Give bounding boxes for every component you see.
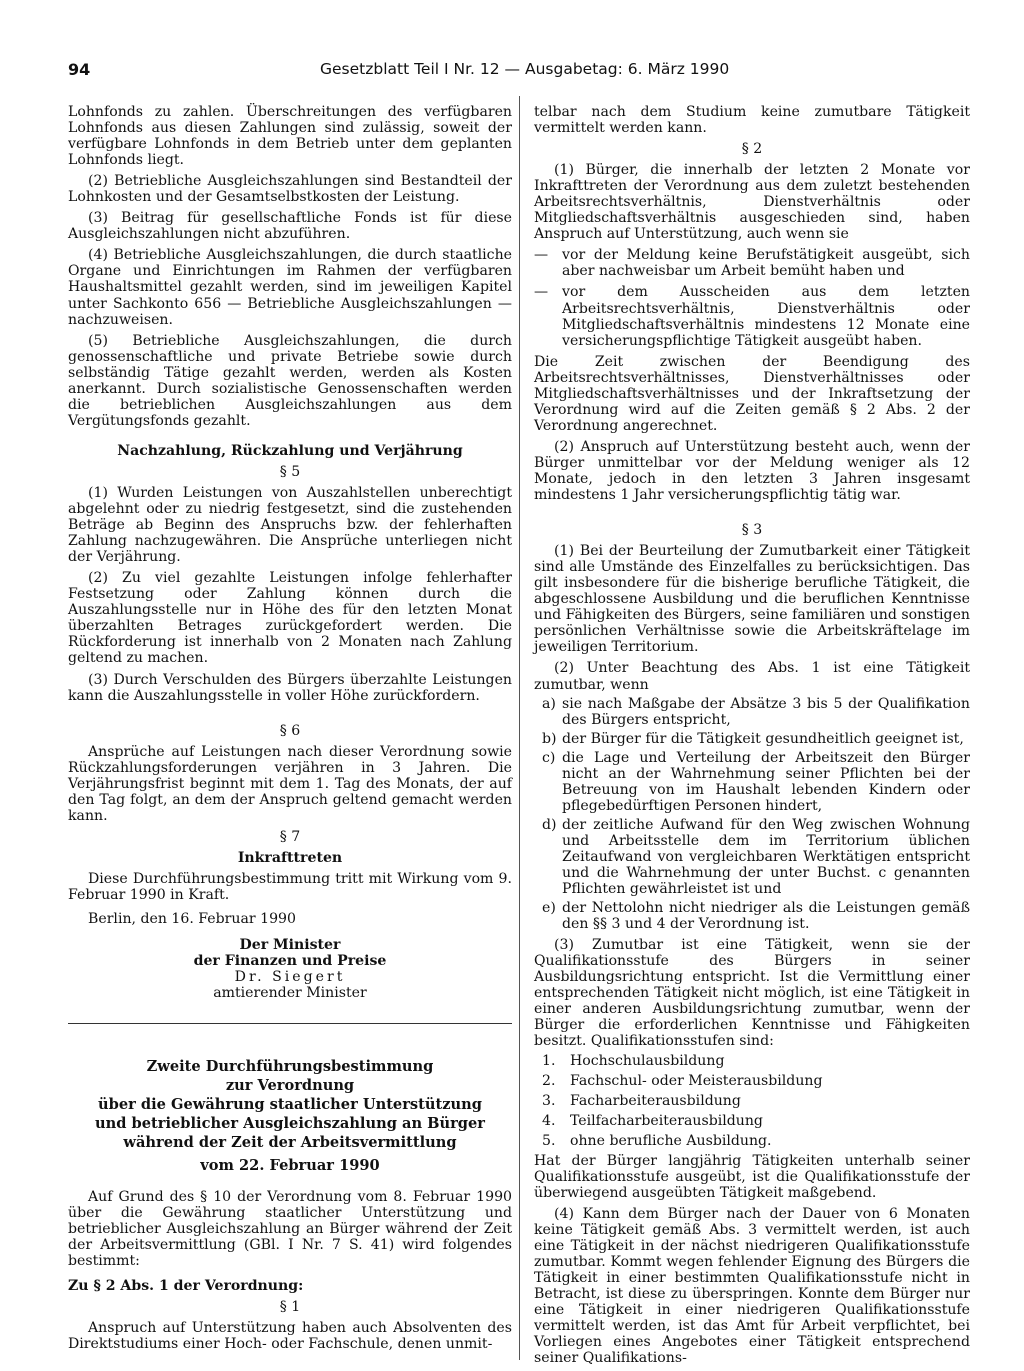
left-column (68, 104, 512, 1357)
section-heading: Nachzahlung, Rückzahlung und Verjährung (117, 442, 463, 459)
section-number: § 3 (741, 522, 763, 539)
paragraph: (2) Anspruch auf Unterstützung besteht auch, wenn der Bürger unmittelbar vor der Meldung weniger als 12 Monate, jedoch in den letzten 3 Jahren insgesamt mindestens 1 Jahr versicherungspflichtig tätig war. (534, 438, 970, 504)
gazette-title: Gesetzblatt Teil I Nr. 12 — Ausgabetag: 6. März 1990 (320, 60, 730, 78)
paragraph: Ansprüche auf Leistungen nach dieser Verordnung sowie Rückzahlungsforderungen verjähren in 3 Jahren. Die Verjährungsfrist beginnt mit dem 1. Tag des Monats, der auf den Tag folgt, an dem der Anspruch geltend gemacht werden kann. (68, 743, 512, 824)
regulation-title-line: zur Verordnung (225, 1077, 355, 1095)
dash-item-text: vor dem Ausscheiden aus dem letzten Arbeitsrechtsverhältnis, Dienstverhältnis oder Mitgliedschaftsverhältnis mindestens 12 Monate eine versicherungspflichtige Tätigkeit ausgeübt haben. (562, 284, 970, 349)
qualification-level (542, 1053, 970, 1069)
qualification-level (542, 1073, 970, 1089)
level-number: 1. (542, 1052, 556, 1069)
signature-name: Dr. Siegert (234, 969, 346, 986)
list-item (534, 731, 970, 747)
list-marker: e) (542, 900, 556, 917)
section-heading: Inkrafttreten (237, 849, 343, 866)
section-number: § 1 (279, 1298, 301, 1315)
list-marker: b) (542, 730, 557, 747)
paragraph: (3) Durch Verschulden des Bürgers überzahlte Leistungen kann die Auszahlungsstelle in voller Höhe zurückfordern. (68, 671, 512, 704)
list-marker: a) (542, 695, 556, 712)
dash-item-text: vor der Meldung keine Berufstätigkeit ausgeübt, sich aber nachweisbar um Arbeit bemüht haben und (562, 247, 970, 280)
level-number: 5. (542, 1132, 556, 1149)
level-number: 2. (542, 1072, 556, 1089)
right-column (534, 104, 970, 1371)
qualification-level (542, 1133, 970, 1149)
paragraph: Anspruch auf Unterstützung haben auch Absolventen des Direktstudiums einer Hoch- oder Fachschule, denen unmit- (68, 1319, 512, 1352)
section-number: § 2 (741, 141, 763, 158)
separator-rule (68, 1023, 512, 1024)
dash-item (534, 284, 970, 348)
regulation-date: vom 22. Februar 1990 (200, 1157, 380, 1175)
dash-marker: — (534, 284, 549, 301)
qualification-level (542, 1093, 970, 1109)
list-marker: d) (542, 816, 557, 833)
signing-date: Berlin, den 16. Februar 1990 (88, 911, 296, 928)
paragraph: (1) Bürger, die innerhalb der letzten 2 Monate vor Inkrafttreten der Verordnung aus dem zuletzt bestehenden Arbeitsrechtsverhältnis, Dienstverhältnis oder Mitgliedschaftsverhältnis ausgeschieden sind, haben Anspruch auf Unterstützung, auch wenn sie (534, 162, 970, 243)
qualification-level (542, 1113, 970, 1129)
list-item-text: der Nettolohn nicht niedriger als die Leistungen gemäß den §§ 3 und 4 der Verordnung ist. (562, 900, 970, 933)
level-text: Hochschulausbildung (570, 1052, 725, 1069)
paragraph: (2) Unter Beachtung des Abs. 1 ist eine Tätigkeit zumutbar, wenn (534, 660, 970, 693)
signature-ministry: der Finanzen und Preise (193, 953, 387, 970)
list-item-text: der zeitliche Aufwand für den Weg zwischen Wohnung und Arbeitsstelle dem im Territorium üblichen Zeitaufwand von vergleichbaren Werktätigen entspricht und die Wahrnehmung der unter Buchst. c genannten Pflichten gewährleistet ist und (562, 816, 970, 898)
paragraph: Hat der Bürger langjährig Tätigkeiten unterhalb seiner Qualifikationsstufe ausgeübt, ist die Qualifikationsstufe der überwiegend ausgeübten Tätigkeit maßgebend. (534, 1152, 970, 1201)
section-heading: Zu § 2 Abs. 1 der Verordnung: (68, 1277, 304, 1294)
dash-item (534, 247, 970, 279)
paragraph: (5) Betriebliche Ausgleichszahlungen, die durch genossenschaftliche und private Betriebe sowie durch selbständig Tätige gezahlt werden, werden als Kosten anerkannt. Durch sozialistische Genossenschaften werden die betrieblichen Ausgleichszahlungen aus dem Vergütungsfonds gezahlt. (68, 332, 512, 429)
dash-marker: — (534, 247, 549, 264)
level-number: 4. (542, 1112, 556, 1129)
list-marker: c) (542, 749, 556, 766)
regulation-title-line: über die Gewährung staatlicher Unterstützung (98, 1096, 482, 1114)
paragraph: telbar nach dem Studium keine zumutbare Tätigkeit vermittelt werden kann. (534, 104, 970, 137)
section-number: § 6 (279, 722, 301, 739)
regulation-title-line: während der Zeit der Arbeitsvermittlung (123, 1134, 457, 1152)
list-item (534, 696, 970, 728)
paragraph: Lohnfonds zu zahlen. Überschreitungen des verfügbaren Lohnfonds aus diesen Zahlungen sind zulässig, soweit der verfügbare Lohnfonds in dem Betrieb unter dem geplanten Lohnfonds liegt. (68, 104, 512, 169)
list-item-text: die Lage und Verteilung der Arbeitszeit den Bürger nicht an der Wahrnehmung seiner Pflichten bei der Betreuung von im Haushalt lebenden Kindern oder pflegebedürftigen Personen hindert, (562, 749, 970, 814)
section-number: § 7 (279, 828, 301, 845)
level-text: Fachschul- oder Meisterausbildung (570, 1072, 823, 1089)
paragraph: (4) Betriebliche Ausgleichszahlungen, die durch staatliche Organe und Einrichtungen im Rahmen der verfügbaren Haushaltsmittel gezahlt werden, sind im jeweiligen Kapitel unter Sachkonto 656 — Betriebliche Ausgleichszahlungen — nachzuweisen. (68, 247, 512, 328)
paragraph: Diese Durchführungsbestimmung tritt mit Wirkung vom 9. Februar 1990 in Kraft. (68, 870, 512, 904)
list-item (534, 750, 970, 814)
level-text: Facharbeiterausbildung (570, 1092, 741, 1109)
signature-role: amtierender Minister (213, 985, 367, 1002)
list-item (534, 900, 970, 932)
list-item (534, 817, 970, 897)
paragraph: (1) Bei der Beurteilung der Zumutbarkeit einer Tätigkeit sind alle Umstände des Einzelfalles zu berücksichtigen. Das gilt insbesondere für die bisherige berufliche Tätigkeit, die abgeschlossene Ausbildung und die beruflichen Kenntnisse und Fähigkeiten des Bürgers, seine familiären und sonstigen persönlichen Verhältnisse sowie die Arbeitskräftelage im jeweiligen Territorium. (534, 543, 970, 656)
column-divider (519, 96, 520, 1360)
section-number: § 5 (279, 463, 301, 480)
list-item-text: der Bürger für die Tätigkeit gesundheitlich geeignet ist, (562, 730, 964, 747)
paragraph: (2) Betriebliche Ausgleichszahlungen sind Bestandteil der Lohnkosten und der Gesamtselbstkosten der Leistung. (68, 173, 512, 206)
paragraph: (1) Wurden Leistungen von Auszahlstellen unberechtigt abgelehnt oder zu niedrig festgesetzt, sind die zustehenden Beträge ab Beginn des Anspruchs bzw. der fehlerhaften Zahlung nachzugewähren. Die Ansprüche unterliegen nicht der Verjährung. (68, 484, 512, 566)
regulation-title-line: und betrieblicher Ausgleichszahlung an Bürger (95, 1115, 485, 1133)
paragraph: Die Zeit zwischen der Beendigung des Arbeitsrechtsverhältnisses, Dienstverhältnisses oder Mitgliedschaftsverhältnisses und der Inkraftsetzung der Verordnung wird auf die Zeiten gemäß § 2 Abs. 2 der Verordnung angerechnet. (534, 353, 970, 434)
signature-title: Der Minister (239, 937, 341, 954)
page-header (68, 60, 968, 84)
level-number: 3. (542, 1092, 556, 1109)
paragraph: Auf Grund des § 10 der Verordnung vom 8. Februar 1990 über die Gewährung staatlicher Unterstützung und betrieblicher Ausgleichszahlung an Bürger während der Zeit der Arbeitsvermittlung (GBl. I Nr. 7 S. 41) wird folgendes bestimmt: (68, 1189, 512, 1270)
paragraph: (2) Zu viel gezahlte Leistungen infolge fehlerhafter Festsetzung oder Zahlung können durch die Auszahlungsstelle nur in Höhe des für den letzten Monat überzahlten Betrages zurückgefordert werden. Die Rückforderung ist innerhalb von 2 Monaten nach Zahlung geltend zu machen. (68, 570, 512, 667)
paragraph: (3) Zumutbar ist eine Tätigkeit, wenn sie der Qualifikationsstufe des Bürgers in seiner Ausbildungsrichtung entspricht. Ist die Vermittlung einer entsprechenden Tätigkeit nicht möglich, ist eine Tätigkeit in einer anderen Ausbildungsrichtung zumutbar, wenn der Bürger die erforderlichen Kenntnisse und Fähigkeiten besitzt. Qualifikationsstufen sind: (534, 937, 970, 1050)
level-text: Teilfacharbeiterausbildung (570, 1112, 763, 1129)
level-text: ohne berufliche Ausbildung. (570, 1132, 772, 1149)
regulation-title-line: Zweite Durchführungsbestimmung (146, 1058, 434, 1076)
page-number: 94 (68, 60, 91, 79)
list-item-text: sie nach Maßgabe der Absätze 3 bis 5 der Qualifikation des Bürgers entspricht, (562, 695, 970, 728)
paragraph: (3) Beitrag für gesellschaftliche Fonds ist für diese Ausgleichszahlungen nicht abzuführen. (68, 210, 512, 243)
paragraph: (4) Kann dem Bürger nach der Dauer von 6 Monaten keine Tätigkeit gemäß Abs. 3 vermittelt werden, ist auch eine Tätigkeit in der nächst niedrigeren Qualifikationsstufe zumutbar. Kommt wegen fehlender Eignung des Bürgers die Tätigkeit in einer bestimmten Qualifikationsstufe nicht in Betracht, ist diese zu überspringen. Konnte dem Bürger nur eine Tätigkeit in einer niedrigeren Qualifikationsstufe vermittelt werden, ist das Amt für Arbeit verpflichtet, bei Vorliegen eines Angebotes einer Tätigkeit entsprechend seiner Qualifikations- (534, 1205, 970, 1367)
